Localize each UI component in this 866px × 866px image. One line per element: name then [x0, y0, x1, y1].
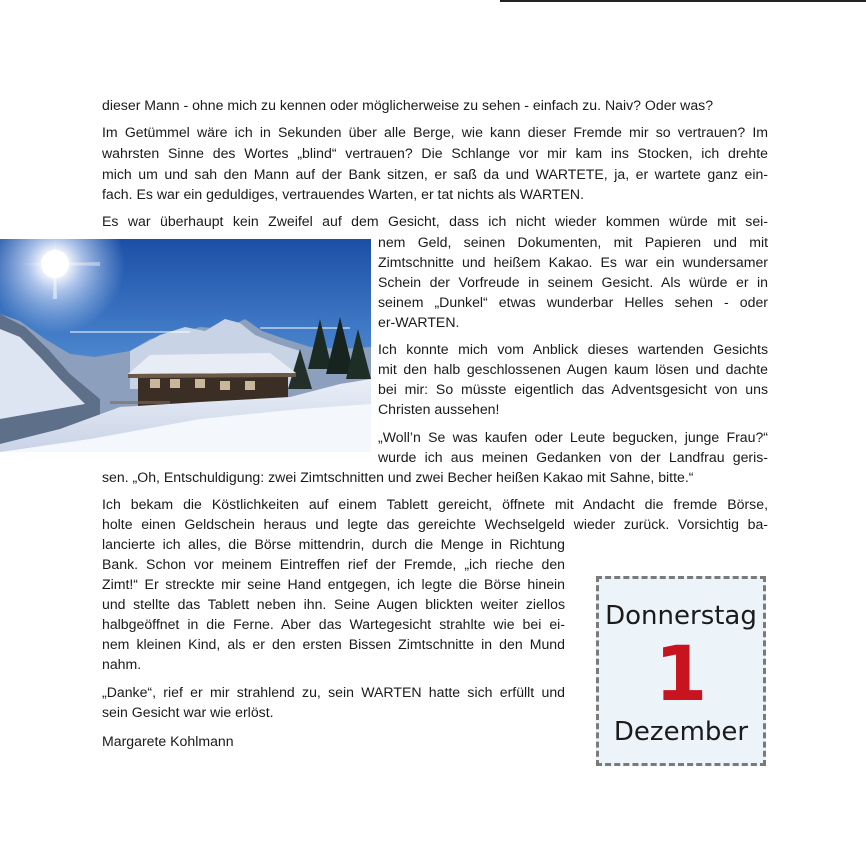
advent-calendar-card [596, 576, 766, 766]
text-line: wurde ich aus meinen Gedanken von der Landfrau geris- [378, 449, 768, 465]
text-line: sen. „Oh, Entschuldigung: zwei Zimtschnitten und zwei Becher heißen Kakao mit Sahne, bitte.“ [102, 469, 694, 485]
text-line: bei mir: So müsste eigentlich das Adventsgesicht von uns [378, 381, 768, 397]
text-line: Zimtschnitte und heißem Kakao. Es war ein wundersamer [378, 254, 768, 270]
text-line: seinem „Dunkel“ etwas wunderbar Helles sehen - oder [378, 294, 768, 310]
text-line: lancierte ich alles, die Börse mittendrin, durch die Menge in Richtung [102, 536, 565, 552]
mountain-hut-photo [0, 239, 371, 452]
calendar-day-number: 1 [654, 629, 708, 718]
text-line: Schein der Vorfreude in seinem Gesicht. Als würde er in [378, 274, 768, 290]
text-line: mich um und sah den Mann auf der Bank sitzen, er saß da und WARTETE, ja, er wartete ganz ein- [102, 166, 768, 182]
text-line: „Danke“, rief er mir strahlend zu, sein WARTEN hatte sich erfüllt und [102, 684, 565, 700]
text-line: mit den halb geschlossenen Augen kaum lösen und dachte [378, 361, 768, 377]
text-line: Christen aussehen! [378, 401, 500, 417]
calendar-weekday: Donnerstag [605, 601, 757, 631]
text-line: nahm. [102, 656, 142, 672]
text-line: holte einen Geldschein heraus und legte das gereichte Wechselgeld wieder zurück. Vorsichtig ba- [102, 516, 768, 532]
text-line: „Woll’n Se was kaufen oder Leute begucken, junge Frau?“ [378, 429, 768, 445]
text-line: und stellte das Tablett neben ihn. Seine Augen blickten weiter ziellos [102, 596, 565, 612]
text-line: wahrsten Sinne des Wortes „blind“ vertrauen? Die Schlange vor mir kam ins Stocken, ich drehte [102, 145, 768, 161]
top-rule [500, 0, 866, 2]
text-line: Ich bekam die Köstlichkeiten auf einem Tablett gereicht, öffnete mit Andacht die fremde Börse, [102, 496, 768, 512]
text-line: Bank. Schon vor meinem Eintreffen rief der Fremde, „ich rieche den [102, 556, 565, 572]
text-line: Zimt!“ Er streckte mir seine Hand entgegen, ich legte die Börse hinein [102, 576, 565, 592]
text-line: Im Getümmel wäre ich in Sekunden über alle Berge, wie kann dieser Fremde mir so vertrauen? Im [102, 124, 768, 140]
text-line: er-WARTEN. [378, 314, 460, 330]
text-line: Es war überhaupt kein Zweifel auf dem Gesicht, dass ich nicht wieder kommen würde mit sei- [102, 213, 768, 229]
paragraph-1: dieser Mann - ohne mich zu kennen oder möglicherweise zu sehen - einfach zu. Naiv? Oder was? [102, 97, 714, 113]
text-line: nem Geld, seinen Dokumenten, mit Papieren und mit [378, 234, 768, 250]
author-signature: Margarete Kohlmann [102, 733, 234, 749]
text-line: nem kleinen Kind, als er den ersten Bissen Zimtschnitte in den Mund [102, 636, 565, 652]
text-line: fach. Es war ein geduldiges, vertrauendes Warten, er tat nichts als WARTEN. [102, 186, 585, 202]
text-line: sein Gesicht war wie erlöst. [102, 704, 274, 720]
calendar-month: Dezember [613, 717, 749, 747]
text-line: halbgeöffnet in die Ferne. Aber das Wartegesicht strahlte wie bei ei- [102, 616, 565, 632]
text-line: Ich konnte mich vom Anblick dieses wartenden Gesichts [378, 341, 768, 357]
